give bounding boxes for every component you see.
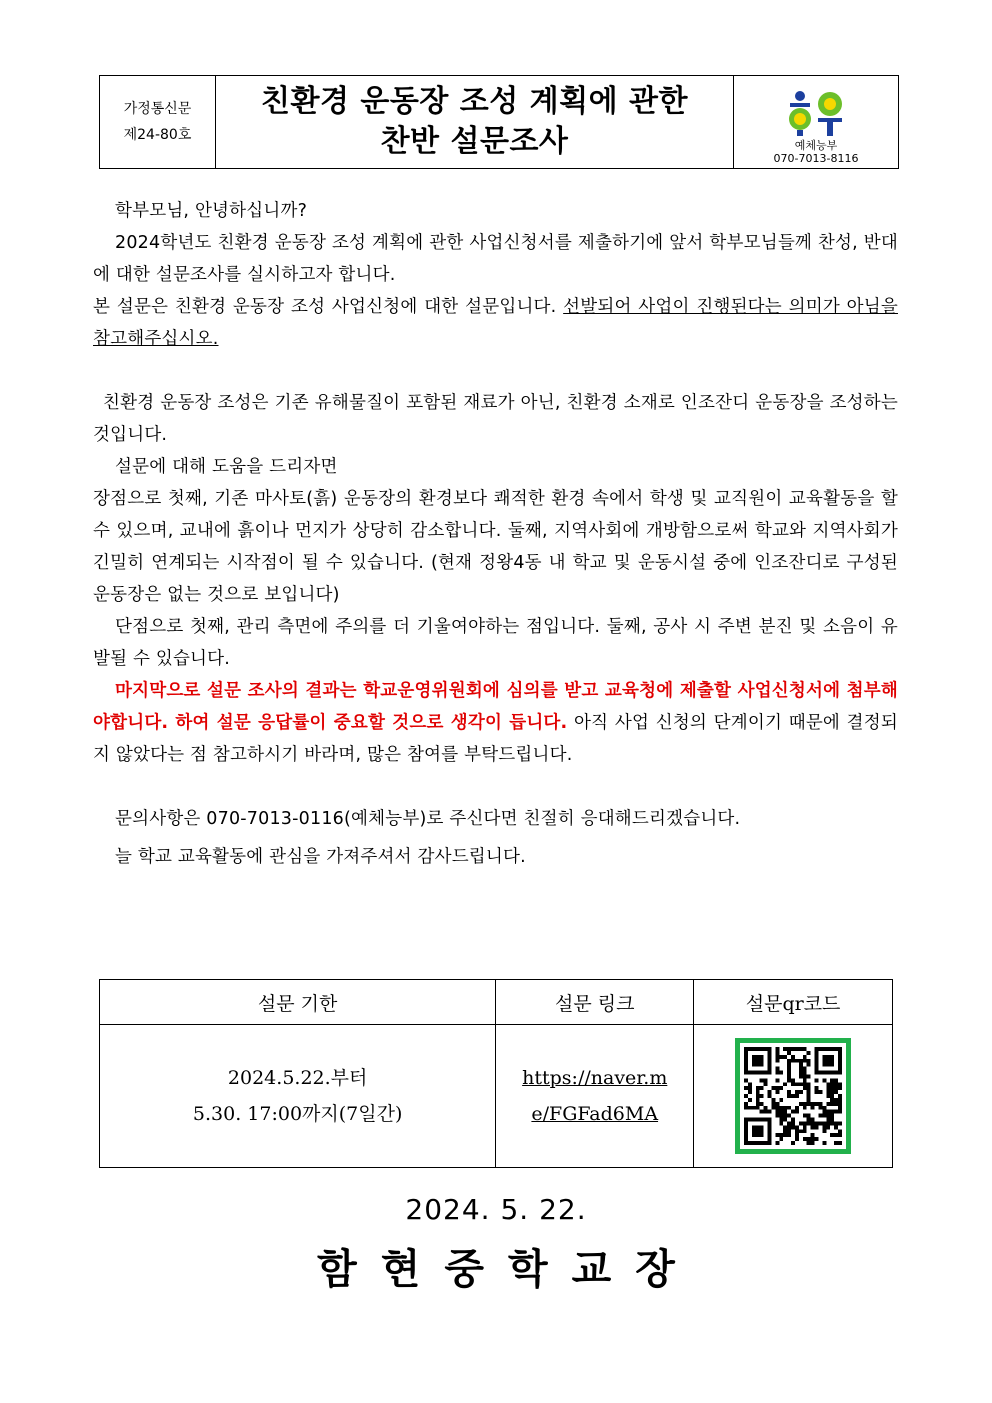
survey-link-part2[interactable]: e/FGFad6MA: [531, 1103, 659, 1125]
paragraph-thanks: 늘 학교 교육활동에 관심을 가져주셔서 감사드립니다.: [115, 847, 526, 867]
doc-type: 가정통신문: [123, 101, 192, 117]
qr-code-icon[interactable]: [744, 1047, 842, 1145]
closing-emphasis: 마지막으로 설문 조사의 결과는 학교운영위원회에 심의를 받고 교육청에 제출할 사업신청서에 첨부해야합니다. 하여 설문 응답률이 중요할 것으로 생각이 듭니다.: [93, 681, 898, 733]
school-logo-icon: [784, 90, 848, 136]
table-row: [100, 1025, 893, 1168]
period-end: 5.30. 17:00까지(7일간): [192, 1103, 403, 1125]
paragraph-notice: [93, 291, 898, 355]
header-qr: 설문qr코드: [694, 980, 893, 1025]
dept-name: 예체능부: [794, 139, 838, 152]
dept-cell: [733, 76, 898, 168]
greeting: 학부모님, 안녕하십니까?: [115, 201, 308, 221]
survey-link-cell: [496, 1025, 694, 1168]
survey-link-part1[interactable]: https://naver.m: [522, 1067, 668, 1089]
survey-table: [99, 979, 893, 1168]
title-line-2: 찬반 설문조사: [380, 124, 569, 159]
principal-signature: 함현중학교장: [317, 1245, 699, 1293]
paragraph-intro: 2024학년도 친환경 운동장 조성 계획에 관한 사업신청서를 제출하기에 앞서 학부모님들께 찬성, 반대에 대한 설문조사를 실시하고자 합니다.: [93, 233, 898, 285]
letter-body: [93, 195, 898, 873]
document-header: [99, 75, 899, 169]
qr-frame: [735, 1038, 851, 1154]
title-line-1: 친환경 운동장 조성 계획에 관한: [260, 84, 689, 119]
paragraph-closing: [93, 675, 898, 771]
paragraph-advantages: 장점으로 첫째, 기존 마사토(흙) 운동장의 환경보다 쾌적한 환경 속에서 학생 및 교직원이 교육활동을 할 수 있으며, 교내에 흙이나 먼지가 상당히 감소합니다. 둘째, 지역사회에 개방함으로써 학교와 지역사회가 긴밀히 연계되는 시작점이 될 수 있습니다. (현재 정왕4동 내 학교 및 운동시설 중에 인조잔디로 구성된 운동장은 없는 것으로 보입니다): [93, 489, 898, 605]
page-title: [216, 76, 733, 168]
dept-phone: 070-7013-8116: [773, 152, 859, 165]
doc-number: 제24-80호: [123, 127, 192, 143]
paragraph-description: 친환경 운동장 조성은 기존 유해물질이 포함된 재료가 아닌, 친환경 소재로 인조잔디 운동장을 조성하는 것입니다.: [93, 393, 898, 445]
paragraph-disadvantages: 단점으로 첫째, 관리 측면에 주의를 더 기울여야하는 점입니다. 둘째, 공사 시 주변 분진 및 소음이 유발될 수 있습니다.: [93, 617, 898, 669]
survey-qr-cell: [694, 1025, 893, 1168]
notice-underlined: 선발되어 사업이 진행된다는 의미가 아님을 참고해주십시오.: [93, 297, 898, 349]
period-start: 2024.5.22.부터: [227, 1067, 368, 1089]
paragraph-help: 설문에 대해 도움을 드리자면: [115, 457, 338, 477]
closing-rest: 아직 사업 신청의 단계이기 때문에 결정되지 않았다는 점 참고하시기 바라며, 많은 참여를 부탁드립니다.: [93, 713, 898, 765]
header-link: 설문 링크: [496, 980, 694, 1025]
survey-period-cell: [100, 1025, 496, 1168]
issue-date: 2024. 5. 22.: [405, 1193, 587, 1226]
header-period: 설문 기한: [100, 980, 496, 1025]
table-header-row: [100, 980, 893, 1025]
notice-text: 본 설문은 친환경 운동장 조성 사업신청에 대한 설문입니다.: [93, 297, 564, 317]
paragraph-contact: 문의사항은 070-7013-0116(예체능부)로 주신다면 친절히 응대해드리겠습니다.: [115, 809, 741, 829]
doc-info-cell: [100, 76, 216, 168]
